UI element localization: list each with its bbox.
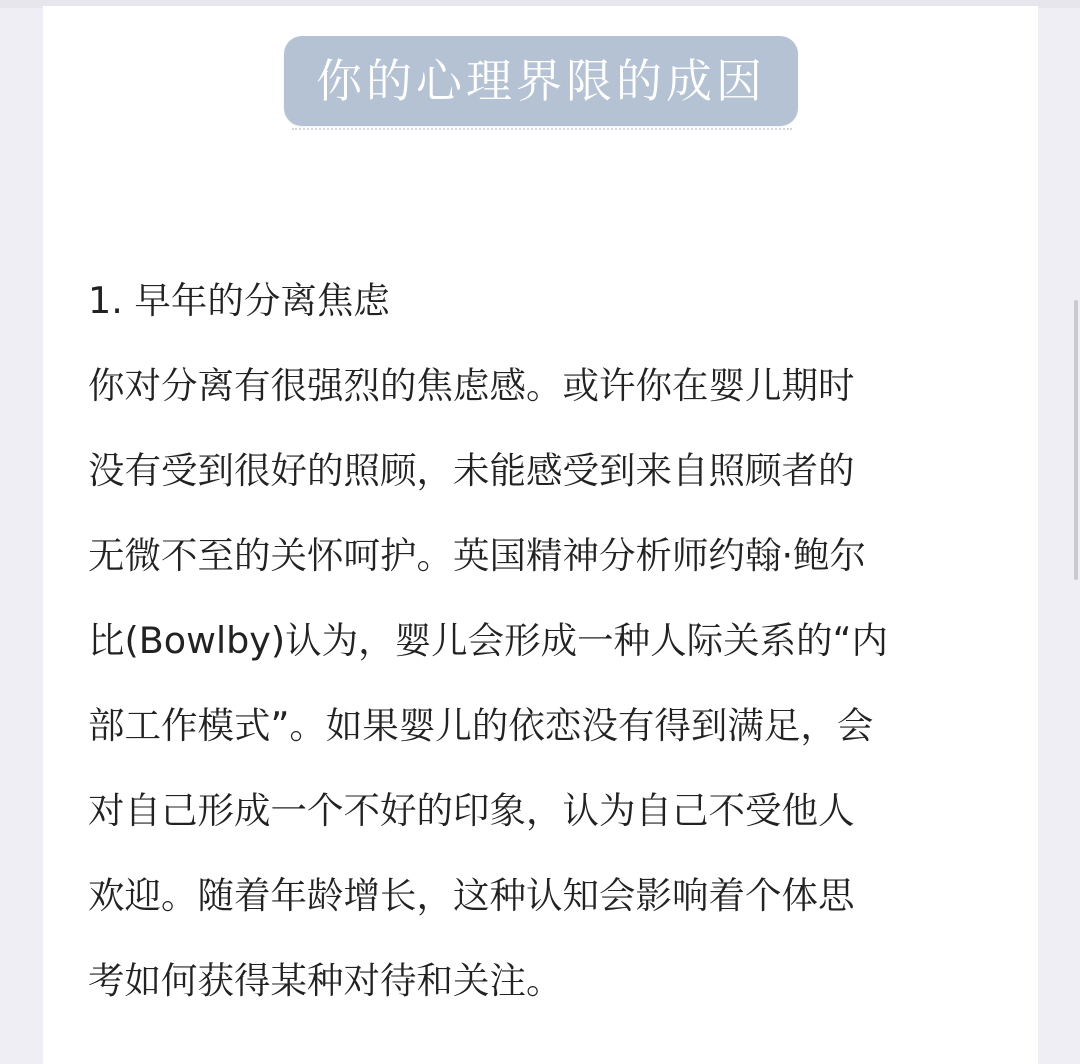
scrollbar[interactable]	[1072, 0, 1080, 1064]
title-dotted-underline	[292, 128, 792, 130]
article-body	[88, 258, 1008, 1023]
body-line: 你对分离有很强烈的焦虑感。或许你在婴儿期时	[88, 364, 855, 407]
body-line: 无微不至的关怀呵护。英国精神分析师约翰·鲍尔	[88, 534, 867, 577]
body-line: 考如何获得某种对待和关注。	[88, 959, 563, 1002]
body-line: 部工作模式”。如果婴儿的依恋没有得到满足，会	[88, 704, 874, 747]
body-line: 欢迎。随着年龄增长，这种认知会影响着个体思	[88, 874, 855, 917]
body-line: 没有受到很好的照顾，未能感受到来自照顾者的	[88, 449, 855, 492]
article-title: 你的心理界限的成因	[316, 54, 766, 108]
body-line: 比(Bowlby)认为，婴儿会形成一种人际关系的“内	[88, 619, 889, 662]
scrollbar-thumb[interactable]	[1074, 300, 1078, 580]
section-heading: 1. 早年的分离焦虑	[88, 279, 390, 322]
body-line: 对自己形成一个不好的印象，认为自己不受他人	[88, 789, 855, 832]
